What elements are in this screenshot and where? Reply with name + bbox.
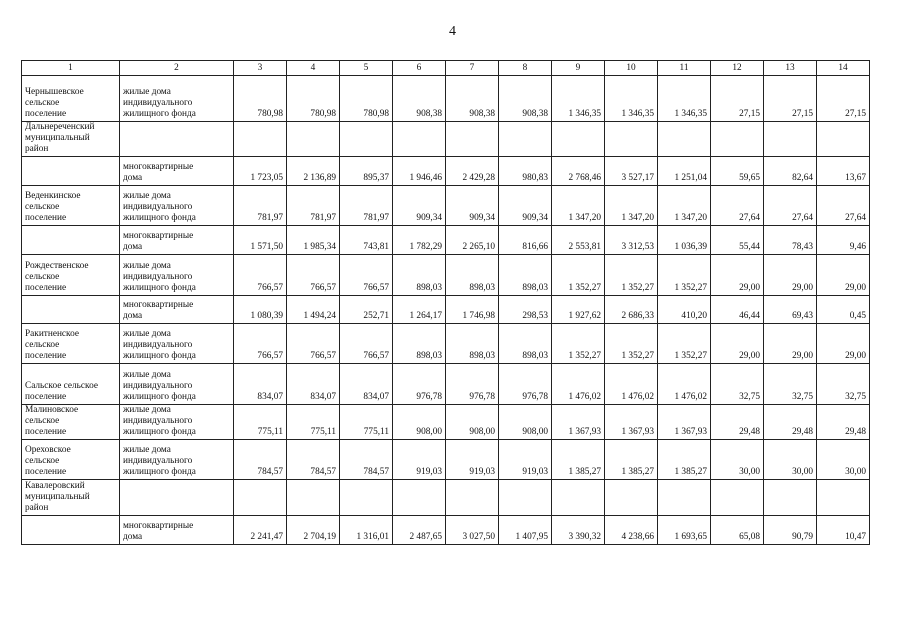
value-cell-col-11: 410,20 [658,296,711,324]
housing-type-cell [120,122,234,157]
settlement-cell: Чернышевское сельское поселение [22,76,120,122]
housing-type-cell: жилые дома индивидуального жилищного фонда [120,324,234,364]
value-cell-col-14: 0,45 [817,296,870,324]
value-cell-col-8: 976,78 [499,364,552,405]
value-cell-col-12: 32,75 [711,364,764,405]
value-cell-col-5: 766,57 [340,324,393,364]
value-cell-col-9: 3 390,32 [552,516,605,545]
column-header-1: 1 [22,61,120,76]
value-cell-col-5 [340,480,393,516]
value-cell-col-13 [764,480,817,516]
housing-type-cell: многоквартирные дома [120,226,234,255]
value-cell-col-13: 82,64 [764,157,817,186]
value-cell-col-14 [817,480,870,516]
value-cell-col-6: 898,03 [393,324,446,364]
value-cell-col-6: 909,34 [393,186,446,226]
value-cell-col-7: 976,78 [446,364,499,405]
value-cell-col-7 [446,480,499,516]
value-cell-col-11: 1 346,35 [658,76,711,122]
value-cell-col-14: 29,00 [817,255,870,296]
value-cell-col-7 [446,122,499,157]
housing-type-cell: многоквартирные дома [120,157,234,186]
value-cell-col-7: 3 027,50 [446,516,499,545]
value-cell-col-13: 90,79 [764,516,817,545]
table-row [22,76,870,122]
value-cell-col-10: 2 686,33 [605,296,658,324]
value-cell-col-4: 1 494,24 [287,296,340,324]
table-row [22,296,870,324]
value-cell-col-11: 1 352,27 [658,255,711,296]
settlement-cell: Ракитненское сельское поселение [22,324,120,364]
value-cell-col-11: 1 385,27 [658,440,711,480]
value-cell-col-10: 1 352,27 [605,324,658,364]
table-row [22,226,870,255]
settlement-cell [22,516,120,545]
table-body [22,76,870,545]
value-cell-col-6: 2 487,65 [393,516,446,545]
value-cell-col-4: 1 985,34 [287,226,340,255]
value-cell-col-8: 908,00 [499,405,552,440]
value-cell-col-11: 1 036,39 [658,226,711,255]
value-cell-col-13: 32,75 [764,364,817,405]
tariff-table [21,60,870,545]
value-cell-col-9: 1 367,93 [552,405,605,440]
value-cell-col-3: 1 571,50 [234,226,287,255]
value-cell-col-10: 1 352,27 [605,255,658,296]
settlement-cell: Дальнереченский муниципальный район [22,122,120,157]
value-cell-col-12: 65,08 [711,516,764,545]
value-cell-col-13: 29,00 [764,324,817,364]
housing-type-cell: жилые дома индивидуального жилищного фонда [120,76,234,122]
column-header-10: 10 [605,61,658,76]
value-cell-col-6 [393,480,446,516]
value-cell-col-3 [234,480,287,516]
column-header-11: 11 [658,61,711,76]
value-cell-col-11: 1 347,20 [658,186,711,226]
value-cell-col-3: 766,57 [234,255,287,296]
value-cell-col-10: 1 476,02 [605,364,658,405]
value-cell-col-6: 1 782,29 [393,226,446,255]
value-cell-col-4: 834,07 [287,364,340,405]
value-cell-col-5: 781,97 [340,186,393,226]
value-cell-col-5: 1 316,01 [340,516,393,545]
page-number: 4 [449,24,456,39]
value-cell-col-14: 27,64 [817,186,870,226]
housing-type-cell: жилые дома индивидуального жилищного фонда [120,440,234,480]
value-cell-col-9: 2 553,81 [552,226,605,255]
column-header-9: 9 [552,61,605,76]
value-cell-col-3 [234,122,287,157]
value-cell-col-8: 908,38 [499,76,552,122]
value-cell-col-5: 775,11 [340,405,393,440]
table-row [22,122,870,157]
value-cell-col-10: 3 527,17 [605,157,658,186]
housing-type-cell: многоквартирные дома [120,296,234,324]
value-cell-col-3: 2 241,47 [234,516,287,545]
value-cell-col-4: 781,97 [287,186,340,226]
value-cell-col-6: 976,78 [393,364,446,405]
value-cell-col-6: 908,00 [393,405,446,440]
value-cell-col-7: 1 746,98 [446,296,499,324]
value-cell-col-3: 780,98 [234,76,287,122]
table-row [22,516,870,545]
value-cell-col-9: 1 352,27 [552,324,605,364]
housing-type-cell: жилые дома индивидуального жилищного фонда [120,186,234,226]
value-cell-col-12: 27,15 [711,76,764,122]
column-header-2: 2 [120,61,234,76]
value-cell-col-4 [287,122,340,157]
settlement-cell: Ореховское сельское поселение [22,440,120,480]
column-header-7: 7 [446,61,499,76]
housing-type-cell: многоквартирные дома [120,516,234,545]
value-cell-col-11: 1 251,04 [658,157,711,186]
value-cell-col-13 [764,122,817,157]
value-cell-col-5 [340,122,393,157]
value-cell-col-12: 29,00 [711,324,764,364]
table-row [22,364,870,405]
value-cell-col-14: 13,67 [817,157,870,186]
housing-type-cell: жилые дома индивидуального жилищного фонда [120,405,234,440]
settlement-cell: Рождественское сельское поселение [22,255,120,296]
value-cell-col-9: 1 385,27 [552,440,605,480]
value-cell-col-12: 59,65 [711,157,764,186]
settlement-cell: Веденкинское сельское поселение [22,186,120,226]
value-cell-col-14: 32,75 [817,364,870,405]
value-cell-col-3: 1 723,05 [234,157,287,186]
value-cell-col-5: 766,57 [340,255,393,296]
value-cell-col-3: 775,11 [234,405,287,440]
value-cell-col-11: 1 693,65 [658,516,711,545]
column-header-14: 14 [817,61,870,76]
table-row [22,440,870,480]
value-cell-col-11 [658,122,711,157]
value-cell-col-13: 69,43 [764,296,817,324]
value-cell-col-4 [287,480,340,516]
settlement-cell: Малиновское сельское поселение [22,405,120,440]
table-row [22,186,870,226]
settlement-cell: Сальское сельское поселение [22,364,120,405]
value-cell-col-7: 908,00 [446,405,499,440]
value-cell-col-5: 252,71 [340,296,393,324]
value-cell-col-13: 29,00 [764,255,817,296]
value-cell-col-3: 766,57 [234,324,287,364]
settlement-cell [22,157,120,186]
value-cell-col-10: 3 312,53 [605,226,658,255]
table-row [22,157,870,186]
value-cell-col-8 [499,122,552,157]
value-cell-col-4: 780,98 [287,76,340,122]
value-cell-col-4: 766,57 [287,324,340,364]
table-row [22,405,870,440]
value-cell-col-12: 29,48 [711,405,764,440]
value-cell-col-14: 9,46 [817,226,870,255]
value-cell-col-4: 2 136,89 [287,157,340,186]
value-cell-col-11: 1 367,93 [658,405,711,440]
value-cell-col-10: 1 385,27 [605,440,658,480]
column-header-8: 8 [499,61,552,76]
value-cell-col-14: 29,48 [817,405,870,440]
housing-type-cell [120,480,234,516]
value-cell-col-9 [552,480,605,516]
value-cell-col-9: 1 346,35 [552,76,605,122]
value-cell-col-6: 1 264,17 [393,296,446,324]
value-cell-col-8: 1 407,95 [499,516,552,545]
value-cell-col-12: 29,00 [711,255,764,296]
value-cell-col-8: 898,03 [499,324,552,364]
value-cell-col-8: 898,03 [499,255,552,296]
column-header-12: 12 [711,61,764,76]
value-cell-col-6: 908,38 [393,76,446,122]
value-cell-col-8: 909,34 [499,186,552,226]
column-header-13: 13 [764,61,817,76]
value-cell-col-7: 919,03 [446,440,499,480]
value-cell-col-13: 27,15 [764,76,817,122]
value-cell-col-14: 30,00 [817,440,870,480]
value-cell-col-12 [711,480,764,516]
value-cell-col-9: 1 476,02 [552,364,605,405]
value-cell-col-12: 30,00 [711,440,764,480]
value-cell-col-12: 27,64 [711,186,764,226]
settlement-cell: Кавалеровский муниципальный район [22,480,120,516]
value-cell-col-4: 766,57 [287,255,340,296]
value-cell-col-7: 898,03 [446,255,499,296]
value-cell-col-9 [552,122,605,157]
value-cell-col-5: 834,07 [340,364,393,405]
value-cell-col-13: 78,43 [764,226,817,255]
column-header-6: 6 [393,61,446,76]
table-row [22,255,870,296]
value-cell-col-10 [605,122,658,157]
column-header-5: 5 [340,61,393,76]
value-cell-col-9: 1 927,62 [552,296,605,324]
value-cell-col-13: 27,64 [764,186,817,226]
column-header-3: 3 [234,61,287,76]
settlement-cell [22,296,120,324]
value-cell-col-14: 27,15 [817,76,870,122]
value-cell-col-14: 10,47 [817,516,870,545]
settlement-cell [22,226,120,255]
value-cell-col-11 [658,480,711,516]
value-cell-col-10 [605,480,658,516]
value-cell-col-6 [393,122,446,157]
value-cell-col-10: 4 238,66 [605,516,658,545]
value-cell-col-5: 743,81 [340,226,393,255]
value-cell-col-3: 1 080,39 [234,296,287,324]
value-cell-col-11: 1 476,02 [658,364,711,405]
value-cell-col-6: 1 946,46 [393,157,446,186]
value-cell-col-9: 1 347,20 [552,186,605,226]
value-cell-col-5: 780,98 [340,76,393,122]
column-header-4: 4 [287,61,340,76]
value-cell-col-12: 55,44 [711,226,764,255]
value-cell-col-9: 2 768,46 [552,157,605,186]
value-cell-col-3: 784,57 [234,440,287,480]
value-cell-col-7: 898,03 [446,324,499,364]
value-cell-col-7: 2 265,10 [446,226,499,255]
value-cell-col-10: 1 347,20 [605,186,658,226]
value-cell-col-10: 1 346,35 [605,76,658,122]
value-cell-col-14 [817,122,870,157]
table-row [22,324,870,364]
value-cell-col-4: 2 704,19 [287,516,340,545]
value-cell-col-8: 980,83 [499,157,552,186]
table-header-row [22,61,870,76]
value-cell-col-7: 909,34 [446,186,499,226]
value-cell-col-14: 29,00 [817,324,870,364]
housing-type-cell: жилые дома индивидуального жилищного фонда [120,255,234,296]
value-cell-col-5: 784,57 [340,440,393,480]
value-cell-col-4: 784,57 [287,440,340,480]
value-cell-col-10: 1 367,93 [605,405,658,440]
value-cell-col-7: 2 429,28 [446,157,499,186]
value-cell-col-6: 898,03 [393,255,446,296]
value-cell-col-6: 919,03 [393,440,446,480]
value-cell-col-3: 781,97 [234,186,287,226]
value-cell-col-5: 895,37 [340,157,393,186]
value-cell-col-3: 834,07 [234,364,287,405]
value-cell-col-8: 816,66 [499,226,552,255]
value-cell-col-13: 29,48 [764,405,817,440]
value-cell-col-8: 919,03 [499,440,552,480]
value-cell-col-8 [499,480,552,516]
value-cell-col-9: 1 352,27 [552,255,605,296]
housing-type-cell: жилые дома индивидуального жилищного фонда [120,364,234,405]
value-cell-col-12 [711,122,764,157]
value-cell-col-4: 775,11 [287,405,340,440]
value-cell-col-13: 30,00 [764,440,817,480]
value-cell-col-11: 1 352,27 [658,324,711,364]
value-cell-col-12: 46,44 [711,296,764,324]
value-cell-col-8: 298,53 [499,296,552,324]
table-row [22,480,870,516]
value-cell-col-7: 908,38 [446,76,499,122]
